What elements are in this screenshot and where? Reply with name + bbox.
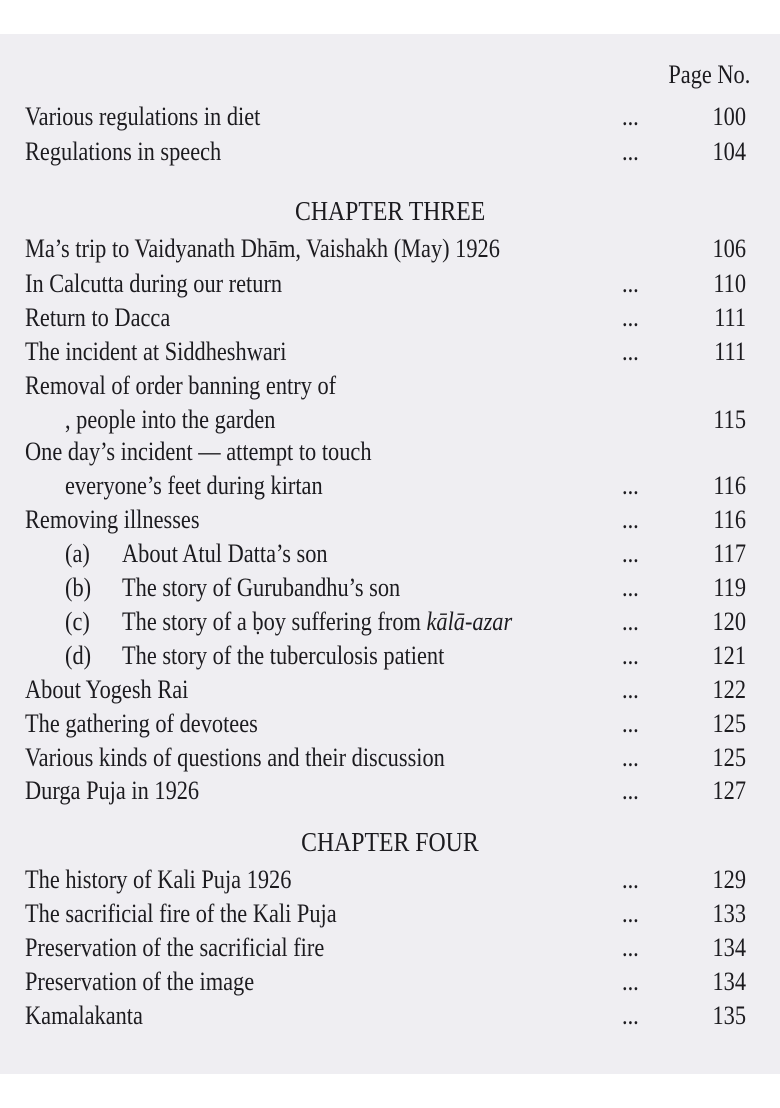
entry-title-text: In Calcutta during our return <box>25 269 283 298</box>
toc-entry <box>0 301 780 335</box>
entry-page-number: 100 <box>712 102 746 131</box>
entry-page-number: 134 <box>712 933 746 962</box>
entry-page-number: 116 <box>713 505 746 534</box>
leader-dots: ... <box>622 471 639 500</box>
entry-page-number: 119 <box>713 573 746 602</box>
entry-title-text: Preservation of the sacrificial fire <box>25 933 325 962</box>
toc-entry <box>0 897 780 931</box>
entry-title-text: The history of Kali Puja 1926 <box>25 865 292 894</box>
entry-title <box>25 774 199 808</box>
entry-page-number: 117 <box>713 539 746 568</box>
entry-title-continuation: , people into the garden <box>65 405 276 434</box>
entry-page-number: 120 <box>712 607 746 636</box>
chapter-heading-text: CHAPTER THREE <box>294 196 486 226</box>
toc-entry <box>0 774 780 808</box>
entry-page-number: 125 <box>712 743 746 772</box>
entry-title <box>25 100 260 134</box>
entry-title <box>122 537 328 571</box>
entry-title-text: The incident at Siddheshwari <box>25 337 287 366</box>
entry-title-text: One day’s incident — attempt to touch <box>25 437 372 466</box>
toc-entry <box>0 232 780 266</box>
toc-entry <box>0 267 780 301</box>
leader-dots: ... <box>622 865 639 894</box>
entry-title <box>25 335 286 369</box>
leader-dots: ... <box>622 137 639 166</box>
entry-title-text: The story of a ḅoy suffering from <box>122 607 427 636</box>
chapter-heading <box>0 822 780 862</box>
toc-entry <box>0 707 780 741</box>
leader-dots: ... <box>622 743 639 772</box>
entry-title-text: Preservation of the image <box>25 967 255 996</box>
toc-entry <box>0 537 780 571</box>
entry-title <box>25 863 291 897</box>
entry-title-text: The story of Gurubandhu’s son <box>122 573 401 602</box>
leader-dots: ... <box>622 303 639 332</box>
entry-page-number: 111 <box>714 337 746 366</box>
leader-dots: ... <box>622 933 639 962</box>
entry-title <box>122 639 444 673</box>
entry-page-number: 122 <box>712 675 746 704</box>
entry-sub-label: (b) <box>65 573 92 602</box>
toc-entry-continuation <box>0 403 780 437</box>
entry-page-number: 121 <box>712 641 746 670</box>
entry-title-text: Removal of order banning entry of <box>25 371 337 400</box>
toc-entry <box>0 639 780 673</box>
toc-entry <box>0 135 780 169</box>
toc-entry <box>0 335 780 369</box>
leader-dots: ... <box>622 709 639 738</box>
toc-entry <box>0 100 780 134</box>
leader-dots: ... <box>622 1001 639 1030</box>
entry-title <box>25 301 170 335</box>
page-no-column-label: Page No. <box>668 60 750 89</box>
entry-title-text: Ma’s trip to Vaidyanath Dhām, Vaishakh (May) 1926 <box>25 234 500 263</box>
entry-title <box>25 267 282 301</box>
entry-title-continuation: everyone’s feet during kirtan <box>65 471 323 500</box>
toc-entry <box>0 435 780 469</box>
leader-dots: ... <box>622 573 639 602</box>
entry-title-text: Kamalakanta <box>25 1001 143 1030</box>
leader-dots: ... <box>622 102 639 131</box>
entry-title-text: Return to Dacca <box>25 303 171 332</box>
entry-title-text: The gathering of devotees <box>25 709 258 738</box>
entry-page-number: 133 <box>712 899 746 928</box>
entry-sub-label: (c) <box>65 607 90 636</box>
chapter-heading <box>0 191 780 231</box>
entry-title <box>25 897 337 931</box>
entry-title-text: Various regulations in diet <box>25 102 261 131</box>
entry-page-number: 129 <box>712 865 746 894</box>
leader-dots: ... <box>622 641 639 670</box>
entry-page-number: 110 <box>713 269 746 298</box>
entry-page-number: 135 <box>712 1001 746 1030</box>
leader-dots: ... <box>622 337 639 366</box>
entry-title-text: Removing illnesses <box>25 505 200 534</box>
entry-title <box>25 965 254 999</box>
entry-title <box>25 232 500 266</box>
entry-title-text: Durga Puja in 1926 <box>25 776 200 805</box>
entry-title <box>25 931 324 965</box>
entry-title <box>25 435 372 469</box>
toc-entry-continuation <box>0 469 780 503</box>
entry-page-number: 127 <box>712 776 746 805</box>
toc-entry <box>0 605 780 639</box>
toc-entry <box>0 863 780 897</box>
entry-page-number: 116 <box>713 471 746 500</box>
entry-page-number: 125 <box>712 709 746 738</box>
leader-dots: ... <box>622 899 639 928</box>
entry-title-text: About Atul Datta’s son <box>122 539 328 568</box>
entry-title <box>122 571 400 605</box>
entry-title <box>25 135 221 169</box>
entry-title <box>25 999 143 1033</box>
entry-page-number: 106 <box>712 234 746 263</box>
leader-dots: ... <box>622 539 639 568</box>
toc-entry <box>0 999 780 1033</box>
toc-entry <box>0 503 780 537</box>
entry-title <box>25 503 200 537</box>
toc-entry <box>0 965 780 999</box>
toc-entry <box>0 741 780 775</box>
leader-dots: ... <box>622 269 639 298</box>
leader-dots: ... <box>622 607 639 636</box>
entry-page-number: 134 <box>712 967 746 996</box>
entry-title-text: About Yogesh Rai <box>25 675 189 704</box>
entry-title <box>25 707 258 741</box>
entry-page-number: 115 <box>713 405 746 434</box>
entry-title-italic: kālā-azar <box>426 607 513 636</box>
entry-title <box>25 673 188 707</box>
entry-title-text: Regulations in speech <box>25 137 222 166</box>
leader-dots: ... <box>622 505 639 534</box>
toc-entry <box>0 931 780 965</box>
entry-title-text: Various kinds of questions and their discussion <box>25 743 445 772</box>
entry-sub-label: (d) <box>65 641 92 670</box>
entry-sub-label: (a) <box>65 539 90 568</box>
toc-entry <box>0 673 780 707</box>
toc-entry <box>0 571 780 605</box>
entry-page-number: 104 <box>712 137 746 166</box>
leader-dots: ... <box>622 967 639 996</box>
entry-title <box>25 369 336 403</box>
leader-dots: ... <box>622 675 639 704</box>
entry-title <box>122 605 512 639</box>
toc-entry <box>0 369 780 403</box>
entry-page-number: 111 <box>714 303 746 332</box>
entry-title-text: The sacrificial fire of the Kali Puja <box>25 899 337 928</box>
chapter-heading-text: CHAPTER FOUR <box>301 827 479 857</box>
entry-title <box>25 741 445 775</box>
entry-title-text: The story of the tuberculosis patient <box>122 641 445 670</box>
leader-dots: ... <box>622 776 639 805</box>
